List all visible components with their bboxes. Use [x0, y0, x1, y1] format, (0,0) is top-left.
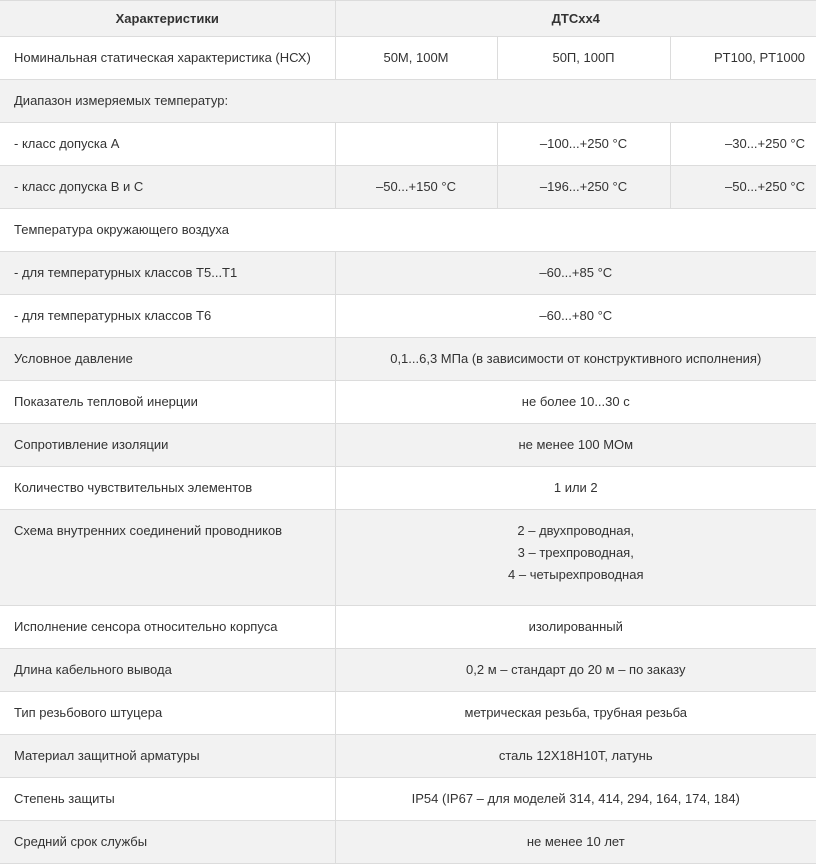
row-label: Сопротивление изоляции	[0, 424, 335, 467]
cell-value: –60...+85 °С	[335, 252, 816, 295]
wiring-option: 2 – двухпроводная,	[336, 520, 816, 542]
cell-value: –50...+250 °С	[670, 166, 816, 209]
cell-value: 0,1...6,3 МПа (в зависимости от конструктивного исполнения)	[335, 338, 816, 381]
cell-value: метрическая резьба, трубная резьба	[335, 692, 816, 735]
cell-value: –100...+250 °С	[497, 123, 670, 166]
row-label: Исполнение сенсора относительно корпуса	[0, 606, 335, 649]
table-row	[0, 295, 816, 338]
row-label: Условное давление	[0, 338, 335, 381]
table-row	[0, 692, 816, 735]
row-label: Температура окружающего воздуха	[0, 209, 816, 252]
row-label: - класс допуска В и С	[0, 166, 335, 209]
cell-value: 0,2 м – стандарт до 20 м – по заказу	[335, 649, 816, 692]
cell-value: не менее 100 МОм	[335, 424, 816, 467]
cell-value-multiline	[335, 510, 816, 606]
cell-value: 50М, 100М	[335, 37, 497, 80]
row-label: Количество чувствительных элементов	[0, 467, 335, 510]
cell-value: изолированный	[335, 606, 816, 649]
cell-value: 1 или 2	[335, 467, 816, 510]
table-row	[0, 821, 816, 864]
cell-value: –50...+150 °С	[335, 166, 497, 209]
table-row	[0, 123, 816, 166]
table-row	[0, 778, 816, 821]
wiring-option: 4 – четырехпроводная	[336, 564, 816, 586]
cell-value: 50П, 100П	[497, 37, 670, 80]
row-label: Степень защиты	[0, 778, 335, 821]
table-row	[0, 606, 816, 649]
table-row	[0, 467, 816, 510]
cell-value: –30...+250 °С	[670, 123, 816, 166]
cell-value: сталь 12Х18Н10Т, латунь	[335, 735, 816, 778]
cell-value: PT100, PT1000	[670, 37, 816, 80]
table-row	[0, 424, 816, 467]
table-row	[0, 166, 816, 209]
row-label: - для температурных классов Т5...Т1	[0, 252, 335, 295]
header-model: ДТСxx4	[335, 1, 816, 37]
row-label: Тип резьбового штуцера	[0, 692, 335, 735]
row-label: Материал защитной арматуры	[0, 735, 335, 778]
row-label: Диапазон измеряемых температур:	[0, 80, 816, 123]
row-label: Длина кабельного вывода	[0, 649, 335, 692]
header-characteristics: Характеристики	[0, 1, 335, 37]
cell-value: –196...+250 °С	[497, 166, 670, 209]
cell-value: –60...+80 °С	[335, 295, 816, 338]
row-label: Номинальная статическая характеристика (НСХ)	[0, 37, 335, 80]
cell-value: IP54 (IP67 – для моделей 314, 414, 294, 164, 174, 184)	[335, 778, 816, 821]
row-label: Схема внутренних соединений проводников	[0, 510, 335, 606]
row-label: - для температурных классов Т6	[0, 295, 335, 338]
table-row	[0, 649, 816, 692]
wiring-option: 3 – трехпроводная,	[336, 542, 816, 564]
cell-value: не менее 10 лет	[335, 821, 816, 864]
table-row	[0, 209, 816, 252]
table-row	[0, 252, 816, 295]
cell-value	[335, 123, 497, 166]
cell-value: не более 10...30 с	[335, 381, 816, 424]
row-label: Средний срок службы	[0, 821, 335, 864]
table-row	[0, 735, 816, 778]
table-row	[0, 381, 816, 424]
table-row	[0, 510, 816, 606]
table-row	[0, 338, 816, 381]
table-header-row	[0, 1, 816, 37]
table-row	[0, 37, 816, 80]
table-row	[0, 80, 816, 123]
row-label: - класс допуска А	[0, 123, 335, 166]
row-label: Показатель тепловой инерции	[0, 381, 335, 424]
